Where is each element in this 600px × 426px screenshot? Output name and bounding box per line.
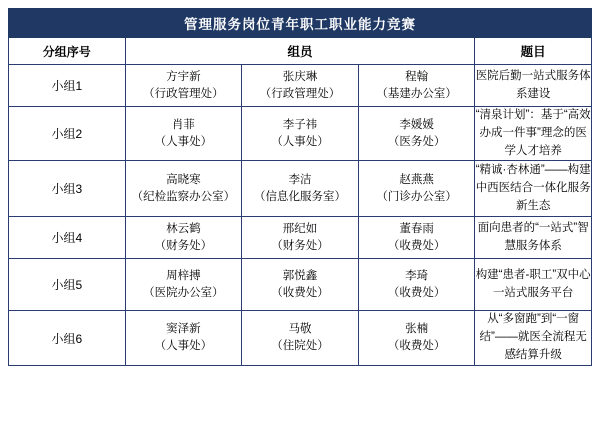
table-row bbox=[9, 311, 592, 365]
table-header-row bbox=[9, 38, 592, 65]
member-cell bbox=[358, 311, 475, 365]
topic-cell: “精诚·杏林通”——构建中西医结合一体化服务新生态 bbox=[475, 161, 592, 217]
topic-cell: 从“多窗跑”到“一窗结”——就医全流程无感结算升级 bbox=[475, 311, 592, 365]
table-title-row bbox=[9, 9, 592, 38]
member-name: 赵燕燕 bbox=[399, 174, 434, 187]
member-dept: （人事处） bbox=[154, 135, 213, 148]
member-cell bbox=[358, 259, 475, 311]
member-cell bbox=[242, 217, 359, 259]
topic-cell: 构建“患者-职工”双中心一站式服务平台 bbox=[475, 259, 592, 311]
header-members: 组员 bbox=[125, 38, 475, 65]
member-name: 李子祎 bbox=[282, 119, 318, 132]
member-dept: （医院办公室） bbox=[143, 286, 224, 299]
group-label: 小组5 bbox=[9, 259, 126, 311]
member-cell bbox=[242, 311, 359, 365]
member-cell bbox=[242, 161, 359, 217]
member-name: 肖菲 bbox=[171, 119, 195, 132]
member-name: 张庆琳 bbox=[282, 70, 318, 83]
header-group: 分组序号 bbox=[9, 38, 126, 65]
member-name: 李媛媛 bbox=[399, 119, 434, 132]
member-dept: （医务处） bbox=[387, 135, 446, 148]
member-cell bbox=[242, 65, 359, 107]
member-name: 高晓寒 bbox=[166, 174, 201, 187]
member-dept: （收费处） bbox=[387, 340, 446, 353]
topic-cell: 面向患者的“一站式”智慧服务体系 bbox=[475, 217, 592, 259]
member-cell bbox=[358, 107, 475, 161]
member-name: 窦泽新 bbox=[166, 323, 201, 336]
member-name: 林云鹤 bbox=[166, 223, 201, 236]
member-dept: （住院处） bbox=[271, 340, 329, 353]
member-name: 程翰 bbox=[405, 70, 429, 83]
member-cell bbox=[125, 65, 242, 107]
member-dept: （行政管理处） bbox=[143, 87, 224, 100]
member-name: 邢纪如 bbox=[282, 223, 318, 236]
member-dept: （人事处） bbox=[271, 135, 329, 148]
table-title: 管理服务岗位青年职工职业能力竞赛 bbox=[9, 9, 592, 38]
member-name: 周梓搏 bbox=[166, 270, 201, 283]
member-name: 郭悦鑫 bbox=[282, 270, 318, 283]
table-row bbox=[9, 259, 592, 311]
table-row bbox=[9, 107, 592, 161]
header-topic: 题目 bbox=[475, 38, 592, 65]
member-dept: （人事处） bbox=[154, 340, 213, 353]
member-cell bbox=[125, 311, 242, 365]
member-dept: （财务处） bbox=[154, 239, 213, 252]
table-row bbox=[9, 65, 592, 107]
table-row bbox=[9, 161, 592, 217]
topic-cell: “清泉计划”：基于“高效办成一件事”理念的医学人才培养 bbox=[475, 107, 592, 161]
member-dept: （基建办公室） bbox=[376, 87, 457, 100]
member-name: 马敬 bbox=[288, 323, 312, 336]
group-label: 小组2 bbox=[9, 107, 126, 161]
member-cell bbox=[242, 107, 359, 161]
member-cell bbox=[358, 161, 475, 217]
member-cell bbox=[358, 217, 475, 259]
member-cell bbox=[125, 161, 242, 217]
topic-cell: 医院后勤一站式服务体系建设 bbox=[475, 65, 592, 107]
member-dept: （门诊办公室） bbox=[376, 190, 457, 203]
member-cell bbox=[125, 217, 242, 259]
member-name: 董春雨 bbox=[399, 223, 434, 236]
member-name: 方宇新 bbox=[166, 70, 201, 83]
member-dept: （收费处） bbox=[387, 286, 446, 299]
member-name: 张楠 bbox=[405, 323, 429, 336]
member-cell bbox=[358, 65, 475, 107]
member-name: 李洁 bbox=[288, 174, 312, 187]
member-dept: （收费处） bbox=[271, 286, 329, 299]
group-label: 小组1 bbox=[9, 65, 126, 107]
competition-table bbox=[8, 8, 592, 366]
table-row bbox=[9, 217, 592, 259]
member-dept: （行政管理处） bbox=[259, 87, 341, 100]
member-name: 李琦 bbox=[405, 270, 429, 283]
member-dept: （信息化服务室） bbox=[253, 190, 346, 203]
group-label: 小组4 bbox=[9, 217, 126, 259]
member-dept: （收费处） bbox=[387, 239, 446, 252]
member-cell bbox=[125, 259, 242, 311]
group-label: 小组3 bbox=[9, 161, 126, 217]
group-label: 小组6 bbox=[9, 311, 126, 365]
member-cell bbox=[125, 107, 242, 161]
member-cell bbox=[242, 259, 359, 311]
member-dept: （纪检监察办公室） bbox=[131, 190, 236, 203]
member-dept: （财务处） bbox=[271, 239, 329, 252]
